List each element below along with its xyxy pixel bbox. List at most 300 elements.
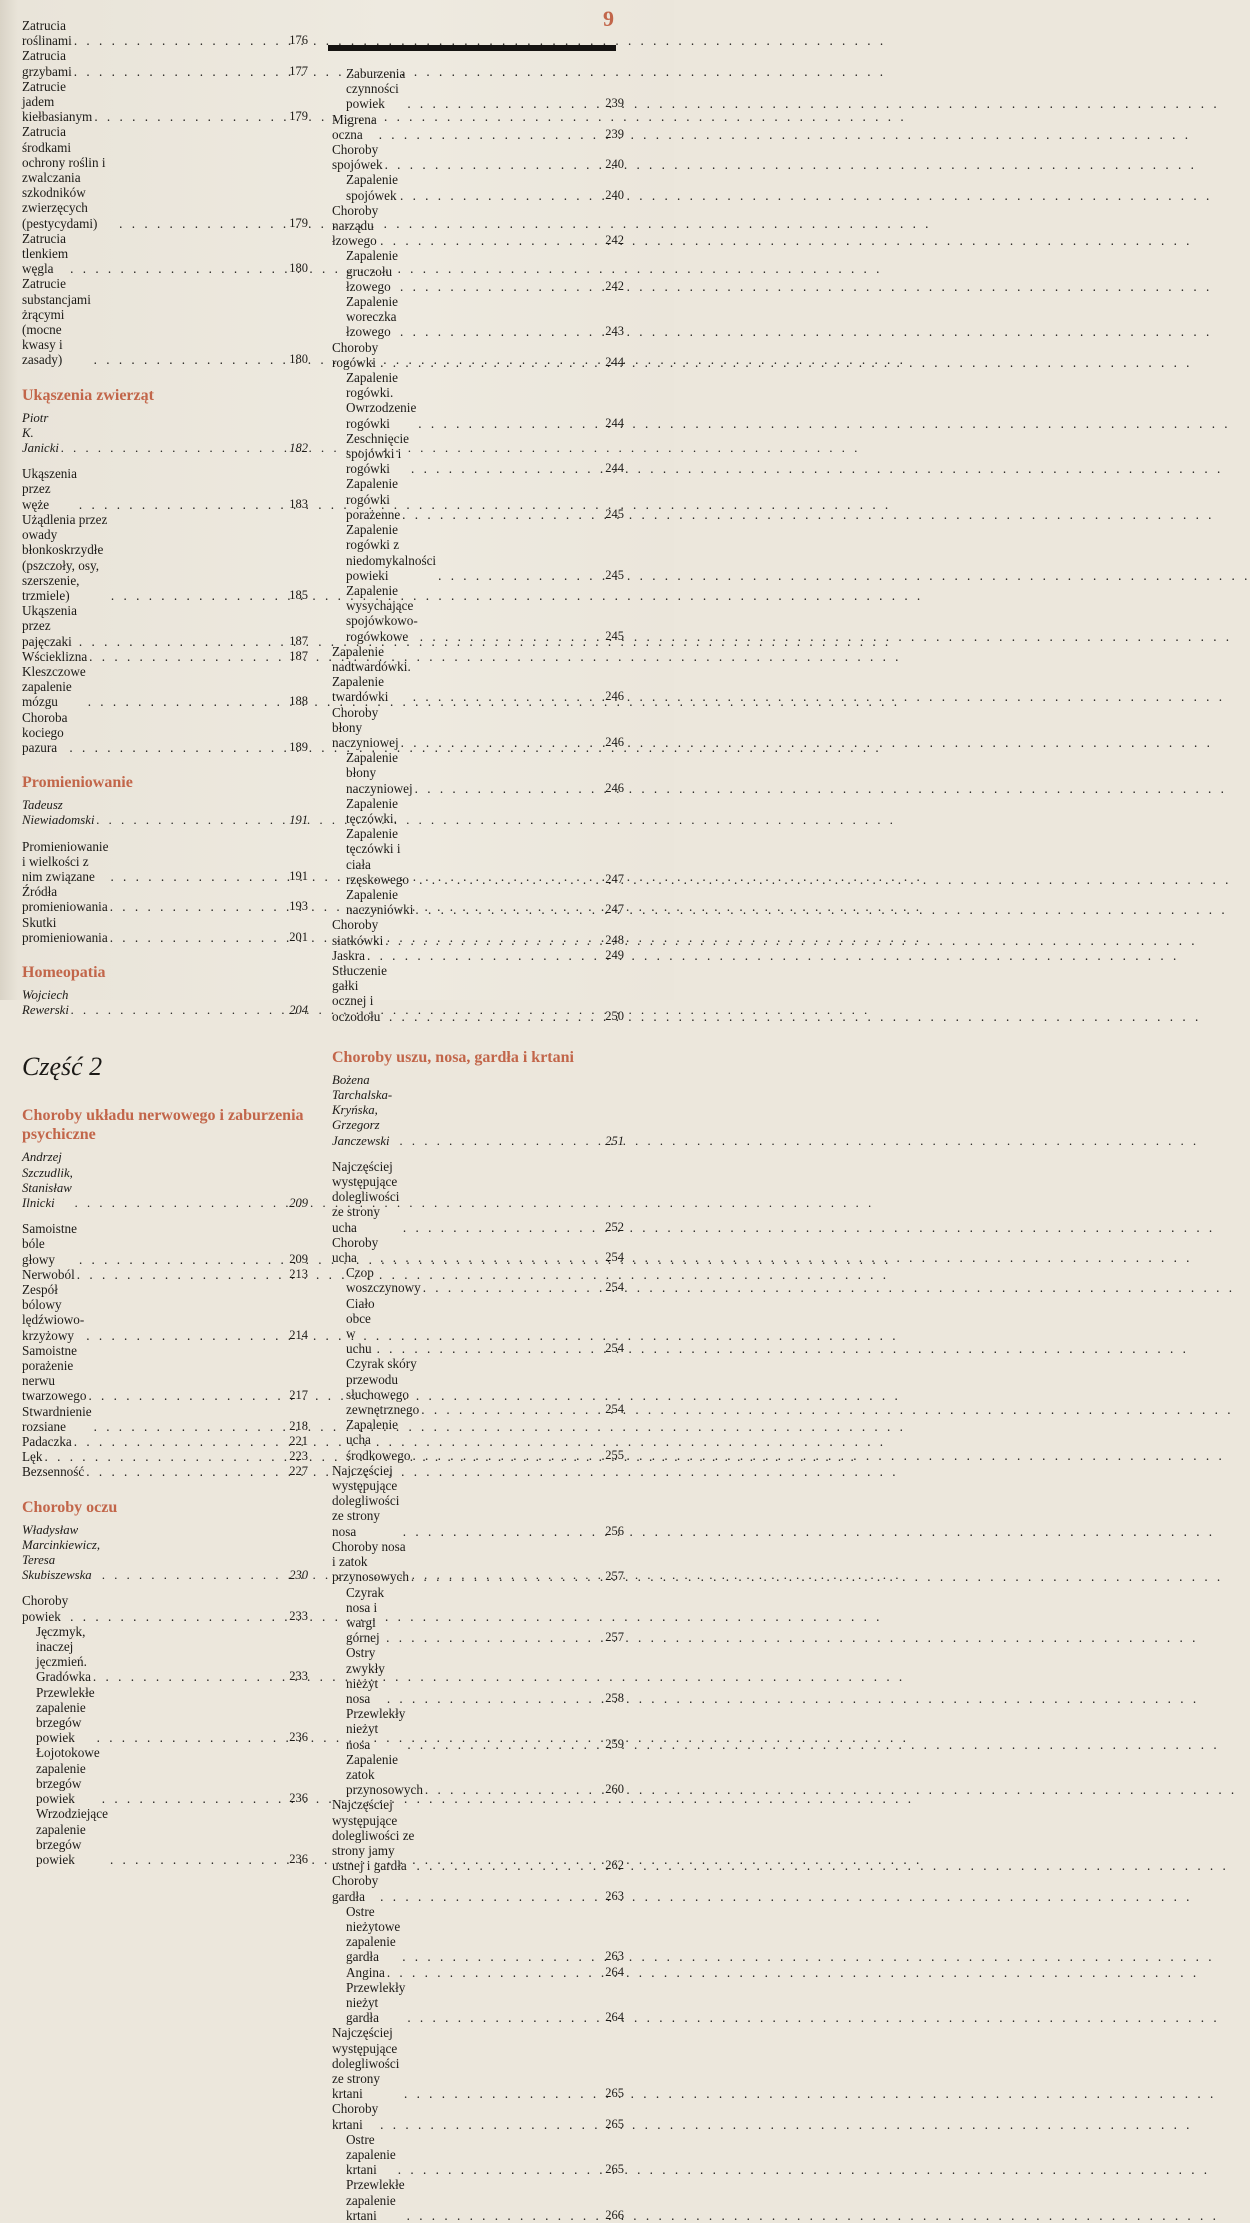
entry-title: Ostry zwykły nieżyt nosa [346,1645,385,1706]
dot-leader [411,461,603,476]
toc-entry [22,1464,308,1479]
page-ref: 239 [605,126,624,141]
dot-leader [407,96,603,111]
page-ref: 233 [289,1608,308,1623]
toc-entry [332,248,624,294]
page-ref: 221 [289,1434,308,1449]
page-ref: 258 [605,1690,624,1705]
dot-leader [403,1524,603,1539]
dot-leader [385,157,604,172]
toc-entry [22,649,308,664]
page-ref: 187 [289,633,308,648]
dot-leader [400,1134,603,1149]
entry-title: Lęk [22,1449,43,1465]
entry-title: Przewlekłe zapalenie krtani [346,2177,405,2223]
page-ref: 265 [605,2086,624,2101]
toc-entry [332,1159,624,1235]
page-ref: 176 [289,33,308,48]
entry-title: Zatrucia tlenkiem węgla [22,230,69,277]
toc-list-eyes [22,1593,308,1867]
page-ref: 262 [605,1858,624,1873]
page-ref: 242 [605,233,624,248]
toc-entry [22,1449,308,1464]
section-title-bites: Ukąszenia zwierząt [22,386,154,404]
page-ref: 236 [289,1851,308,1866]
entry-title: Angina [346,1964,385,1980]
toc-entry [332,644,624,705]
dot-leader [387,1965,603,1980]
dot-leader [386,1630,603,1645]
left-column [22,18,308,1867]
entry-title: Padaczka [22,1434,72,1450]
entry-title: Zapalenie gruczołu łzowego [346,248,398,294]
entry-title: Choroby krtani [332,2101,379,2132]
dot-leader [407,1737,603,1752]
part-title: Część 2 [22,1052,103,1082]
entry-title: Ostre zapalenie krtani [346,2131,396,2178]
dot-leader [97,813,288,828]
toc-entry [332,431,624,477]
entry-title: Choroby narządu łzowego [332,202,379,249]
page-ref: 236 [289,1791,308,1806]
dot-leader [94,109,287,124]
entry-title: Choroby siatkówki [332,917,384,948]
toc-entry [332,796,624,887]
entry-title: Samoistne bóle głowy [22,1221,77,1267]
toc-entry [332,1965,624,1980]
page-ref: 248 [605,932,624,947]
section-title-ent: Choroby uszu, nosa, gardła i krtani [332,1048,574,1066]
page-number: 9 [603,6,614,31]
toc-entry [332,142,624,172]
toc-entry [22,884,308,914]
dot-leader [102,1791,288,1806]
entry-title: Choroby błony naczyniowej [332,704,399,750]
dot-leader [89,649,287,664]
toc-entry [332,1873,624,1903]
toc-entry [22,124,308,230]
entry-title: Tadeusz Niewiadomski [22,798,95,828]
dot-leader [401,735,604,750]
dot-leader [411,1569,603,1584]
entry-title: Promieniowanie i wielkości z nim związane [22,838,109,884]
entry-title: Zatrucie jadem kiełbasianym [22,78,93,125]
dot-leader [412,1448,603,1463]
dot-leader [97,1730,288,1745]
entry-title: Zapalenie spojówek [346,172,398,203]
dot-leader [110,869,287,884]
page-ref: 191 [289,868,308,883]
toc-entry [332,2177,624,2223]
toc-entry [332,887,624,917]
entry-title: Migrena oczna [332,111,377,142]
dot-leader [380,233,603,248]
page-ref: 265 [605,2162,624,2177]
page-ref: 266 [605,2207,624,2222]
dot-leader [77,1267,288,1282]
page-ref: 244 [605,354,624,369]
dot-leader [71,1003,287,1018]
entry-title: Zapalenie rogówki porażenne [346,476,401,522]
toc-entry [332,1539,624,1585]
toc-entry [332,1752,624,1798]
entry-title: Ostre nieżytowe zapalenie gardła [346,1903,401,1965]
toc-entry [332,948,624,963]
toc-list-radiation [22,839,308,945]
dot-leader [377,1341,604,1356]
page-ref: 239 [605,96,624,111]
entry-title: Ukąszenia przez węże [22,466,77,512]
page-ref: 260 [605,1782,624,1797]
page-ref: 246 [605,780,624,795]
dot-leader [425,1782,603,1797]
dot-leader [413,689,604,704]
page-ref: 245 [605,567,624,582]
toc-entry [22,839,308,885]
dot-leader [380,1889,603,1904]
toc-entry [22,466,308,512]
page-ref: 247 [605,902,624,917]
entry-title: Zeschnięcie spojówki i rogówki [346,430,409,477]
dot-leader [94,352,288,367]
toc-entry [332,112,624,142]
page-ref: 247 [605,871,624,886]
toc-list-nervous [22,1221,308,1479]
dot-leader [70,1609,287,1624]
entry-title: Zespół bólowy lędźwiowo-krzyżowy [22,1282,85,1343]
dot-leader [119,216,287,231]
dot-leader [402,507,603,522]
toc-entry [332,340,624,370]
entry-title: Choroba kociego pazura [22,709,68,755]
page-ref: 227 [289,1464,308,1479]
entry-title: Przewlekły nieżyt gardła [346,1979,406,2026]
entry-title: Piotr K. Janicki [22,410,59,456]
page-ref: 259 [605,1736,624,1751]
dot-leader [403,1220,603,1235]
toc-entry [22,1267,308,1282]
dot-leader [88,694,288,709]
toc-entry [22,1404,308,1434]
entry-title: Zapalenie naczyniówki [346,886,414,918]
dot-leader [380,1250,603,1265]
toc-entry [332,1645,624,1706]
toc-entry [22,48,308,78]
entry-title: Czop woszczynowy [346,1265,421,1296]
toc-entry [332,1980,624,2026]
entry-title: Skutki promieniowania [22,914,108,945]
dot-leader [74,1434,287,1449]
dot-leader [420,629,603,644]
dot-leader [88,1388,287,1403]
toc-entry [22,1221,308,1267]
toc-entry [22,79,308,125]
toc-entry [332,172,624,202]
toc-entry [22,18,308,48]
dot-leader [86,1328,287,1343]
toc-entry [332,1356,624,1417]
page-ref: 209 [289,1251,308,1266]
toc-entry [332,66,624,112]
dot-leader [400,279,603,294]
entry-title: Źródła promieniowania [22,884,108,915]
entry-title: Jęczmyk, inaczej jęczmień. Gradówka [36,1623,91,1685]
author-line-homeopathy [22,988,308,1018]
page-ref: 257 [605,1630,624,1645]
dot-leader [111,588,287,603]
entry-title: Choroby nosa i zatok przynosowych [332,1538,409,1585]
dot-leader [45,1449,288,1464]
dot-leader [417,1858,604,1873]
dot-leader [389,1009,603,1024]
entry-title: Kleszczowe zapalenie mózgu [22,663,86,710]
dot-leader [69,740,287,755]
section-title-homeopathy: Homeopatia [22,963,106,981]
entry-title: Zatrucia środkami ochrony roślin i zwalczania szkodników zwierzęcych (pestycydami) [22,124,106,231]
author-line [22,988,308,1018]
page-ref: 209 [289,1195,308,1210]
toc-entry [22,915,308,945]
entry-title: Choroby spojówek [332,142,383,173]
author-line-eyes [22,1523,308,1584]
page-ref: 213 [289,1266,308,1281]
entry-title: Użądlenia przez owady błonkoskrzydłe (pszczoły, osy, szerszenie, trzmiele) [22,511,108,603]
page-ref: 177 [289,63,308,78]
toc-entry [332,1904,624,1965]
entry-title: Zapalenie błony naczyniowej [346,750,413,796]
section-title-radiation: Promieniowanie [22,774,133,792]
dot-leader [385,933,603,948]
toc-entry [332,1417,624,1463]
dot-leader [110,1852,287,1867]
page-ref: 252 [605,1219,624,1234]
toc-entry [332,2132,624,2178]
entry-title: Choroby ucha [332,1234,379,1266]
toc-entry [22,1624,308,1685]
toc-entry [22,276,308,367]
dot-leader [79,497,287,512]
entry-title: Przewlekłe zapalenie brzegów powiek [36,1684,95,1746]
dot-leader [423,1280,604,1295]
toc-entry [332,294,624,340]
entry-title: Najczęściej występujące dolegliwości ze strony nosa [332,1462,400,1539]
section-title-eyes: Choroby oczu [22,1498,118,1516]
page-ref: 218 [289,1418,308,1433]
entry-title: Czyrak skóry przewodu słuchowego zewnętrznego [346,1356,420,1418]
toc-entry [332,917,624,947]
entry-title: Wrzodziejące zapalenie brzegów powiek [36,1806,108,1867]
dot-leader [418,416,603,431]
entry-title: Zapalenie tęczówki. Zapalenie tęczówki i ciała rzęskowego [346,795,409,887]
dot-leader [367,948,603,963]
toc-entry [22,1806,308,1867]
page-ref: 191 [289,813,308,828]
dot-leader [407,2208,604,2223]
dot-leader [387,1691,603,1706]
entry-title: Ukąszenia przez pajęczaki [22,603,77,649]
dot-leader [415,902,603,917]
page-ref: 183 [289,496,308,511]
dot-leader [86,1464,287,1479]
toc-entry [332,1706,624,1752]
dot-leader [79,634,287,649]
dot-leader [400,188,603,203]
toc-entry [332,1463,624,1539]
entry-title: Bezsenność [22,1464,85,1480]
toc-entry [22,1343,308,1404]
toc-entry [332,2101,624,2131]
dot-leader [93,1669,287,1684]
page-ref: 244 [605,461,624,476]
page-ref: 240 [605,187,624,202]
dot-leader [75,1196,287,1211]
dot-leader [110,930,288,945]
entry-title: Zapalenie nadtwardówki. Zapalenie twardówki [332,643,411,705]
dot-leader [379,127,604,142]
toc-entry [332,705,624,751]
page-ref: 265 [605,2116,624,2131]
dot-leader [74,64,287,79]
page-ref: 179 [289,215,308,230]
toc-entry [22,1593,308,1623]
toc-entry [332,963,624,1024]
toc-list-bites [22,466,308,755]
page-ref: 188 [289,694,308,709]
entry-title: Zapalenie wysychające spojówkowo-rogówkowe [346,582,418,644]
dot-leader [404,2086,603,2101]
dot-leader [415,781,604,796]
author-line [22,798,308,828]
entry-title: Najczęściej występujące dolegliwości ze strony jamy ustnej i gardła [332,1797,415,1874]
page-ref: 180 [289,261,308,276]
section-title-nervous: Choroby układu nerwowego i zaburzenia psychiczne [22,1107,304,1144]
dot-leader [61,441,287,456]
page-ref: 245 [605,628,624,643]
dot-leader [380,2117,603,2132]
entry-title: Zatrucia grzybami [22,48,72,79]
page-ref: 236 [289,1730,308,1745]
page-ref: 230 [289,1568,308,1583]
page-ref: 249 [605,947,624,962]
entry-title: Zapalenie rogówki z niedomykalności powieki [346,522,437,583]
toc-entry [332,203,624,249]
toc-entry [332,2025,624,2101]
toc-entry [22,664,308,710]
author-line-bites [22,411,308,457]
dot-leader [407,2010,603,2025]
entry-title: Choroby powiek [22,1593,69,1624]
page-ref: 264 [605,1964,624,1979]
entry-title: Przewlekły nieżyt nosa [346,1706,406,1752]
entry-title: Choroby rogówki [332,339,379,370]
page-ref: 185 [289,587,308,602]
toc-entry [332,750,624,796]
entry-title: Najczęściej występujące dolegliwości ze strony krtani [332,2025,400,2102]
page-ref: 263 [605,1949,624,1964]
toc-entry [332,1265,624,1295]
page-ref: 217 [289,1388,308,1403]
entry-title: Zaburzenia czynności powiek [346,66,406,112]
dot-leader [402,1949,603,1964]
author-line [22,411,308,457]
entry-title: Samoistne porażenie nerwu twarzowego [22,1342,87,1404]
page-ref: 254 [605,1280,624,1295]
dot-leader [380,355,603,370]
toc-entry [332,370,624,431]
page-ref: 233 [289,1669,308,1684]
dot-leader [110,899,288,914]
page-ref: 193 [289,899,308,914]
toc-list-poisonings [22,18,308,368]
toc-entry [332,1296,624,1357]
page-ref: 254 [605,1250,624,1265]
entry-title: Zapalenie zatok przynosowych [346,1751,423,1798]
entry-title: Zapalenie ucha środkowego [346,1417,411,1463]
entry-title: Choroby gardła [332,1873,379,1904]
entry-title: Wścieklizna [22,648,88,664]
page-ref: 263 [605,1888,624,1903]
toc-entry [22,603,308,649]
entry-title: Wojciech Rewerski [22,987,69,1018]
dot-leader [400,324,603,339]
dot-leader [421,1402,603,1417]
entry-title: Zatrucia roślinami [22,18,72,49]
toc-entry [22,1434,308,1449]
entry-title: Stłuczenie gałki ocznej i oczodołu [332,962,387,1024]
author-line [22,1523,308,1584]
toc-entry [332,583,624,644]
entry-title: Ciało obce w uchu [346,1295,375,1357]
toc-entry [22,710,308,756]
page-ref: 257 [605,1569,624,1584]
toc-entry [22,1745,308,1806]
entry-title: Zapalenie woreczka łzowego [346,294,398,340]
entry-title: Czyrak nosa i wargi górnej [346,1584,385,1646]
author-line [332,1073,624,1149]
page-ref: 264 [605,2010,624,2025]
page-ref: 256 [605,1523,624,1538]
page-ref: 182 [289,441,308,456]
page-ref: 240 [605,157,624,172]
entry-title: Łojotokowe zapalenie brzegów powiek [36,1745,100,1807]
page-ref: 243 [605,324,624,339]
author-line [22,1150,308,1211]
page-ref: 179 [289,109,308,124]
dot-leader [398,2162,603,2177]
right-column [332,66,624,2223]
author-line-radiation [22,798,308,828]
entry-title: Zapalenie rogówki. Owrzodzenie rogówki [346,370,417,431]
entry-title: Władysław Marcinkiewicz, Teresa Skubiszewska [22,1522,101,1583]
page-ref: 251 [605,1133,624,1148]
page-ref: 254 [605,1402,624,1417]
page-ref: 223 [289,1449,308,1464]
dot-leader [438,568,603,583]
entry-title: Bożena Tarchalska-Kryńska, Grzegorz Janczewski [332,1072,393,1148]
toc-list-eyes-continued [332,66,624,1024]
toc-entry [332,1235,624,1265]
page-ref: 214 [289,1327,308,1342]
dot-leader [419,872,603,887]
page-ref: 246 [605,689,624,704]
entry-title: Andrzej Szczudlik, Stanisław Ilnicki [22,1150,73,1210]
toc-entry [22,231,308,277]
dot-leader [79,1252,287,1267]
page-ref: 244 [605,415,624,430]
entry-title: Nerwoból [22,1266,75,1282]
dot-leader [94,1419,288,1434]
toc-entry [22,1282,308,1343]
